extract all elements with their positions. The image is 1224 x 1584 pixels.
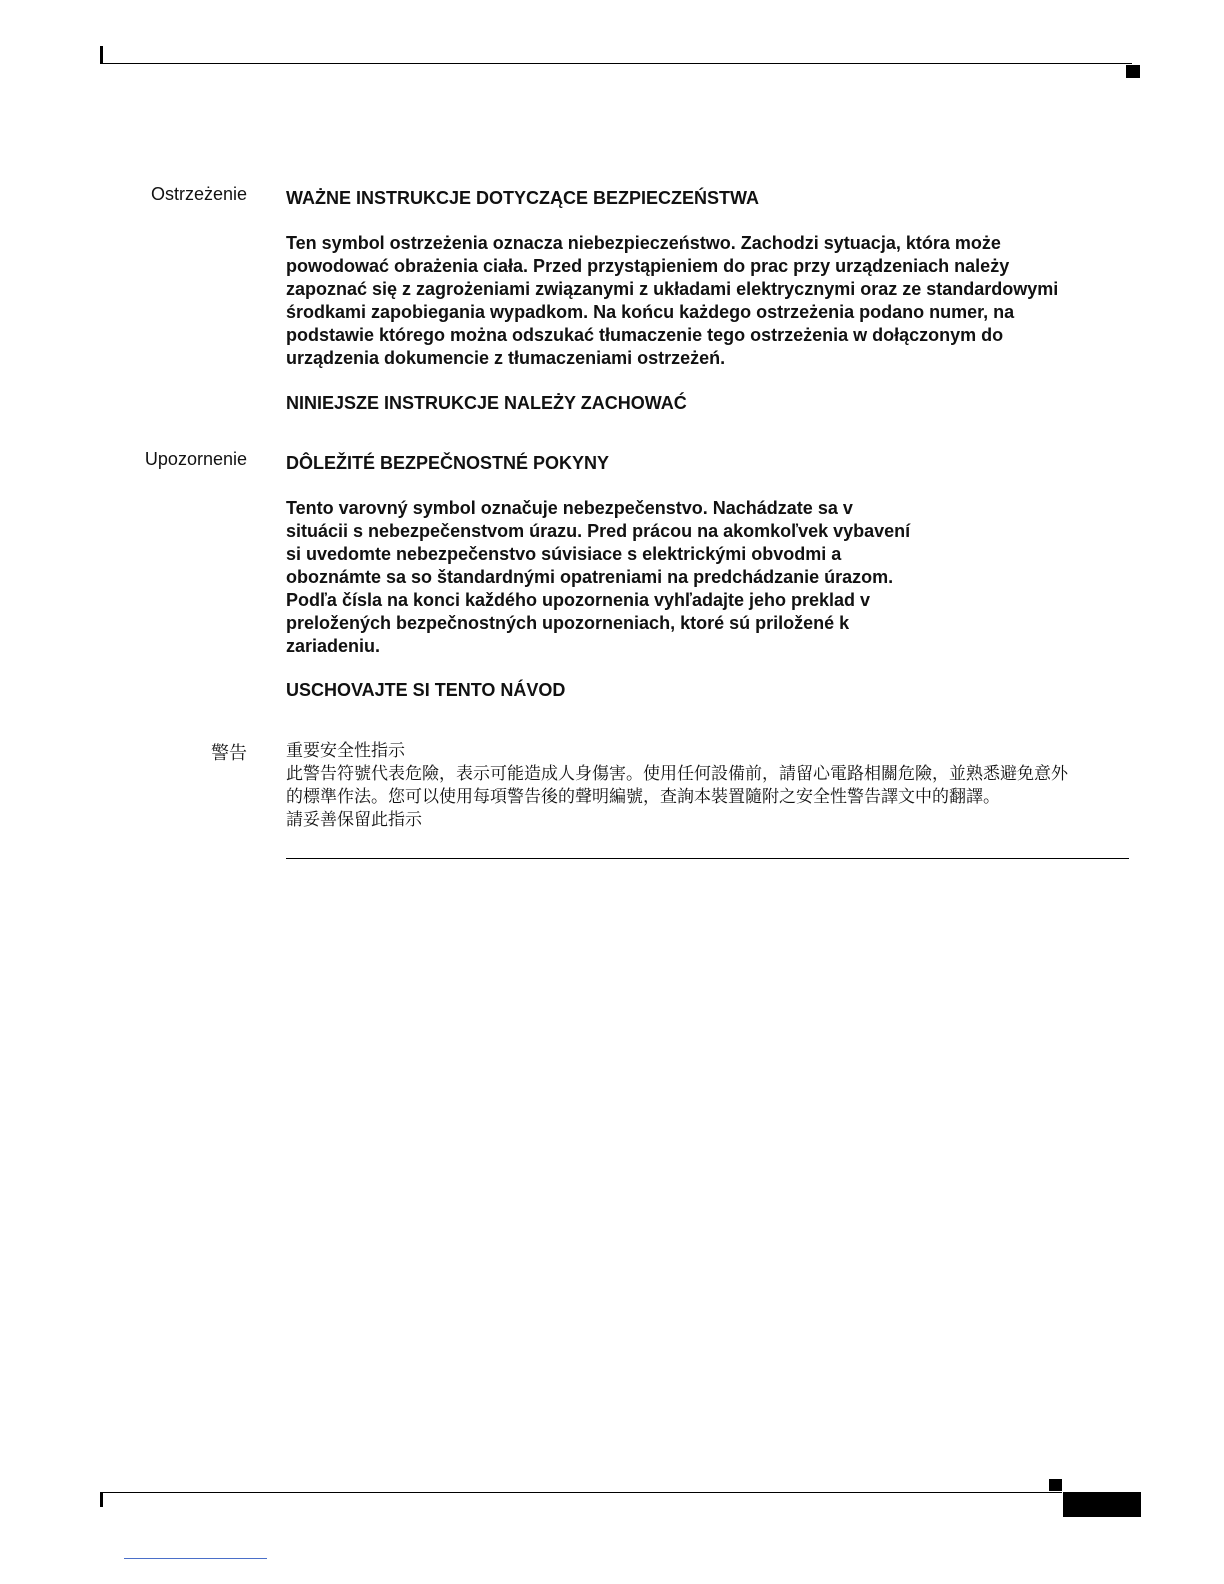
warning-heading-slovak: DÔLEŽITÉ BEZPEČNOSTNÉ POKYNY [286,453,610,473]
footer-tick [100,1493,103,1507]
warning-heading-polish: WAŻNE INSTRUKCJE DOTYCZĄCE BEZPIECZEŃSTWA [286,188,760,208]
footer-rule [100,1492,1062,1493]
warning-label-chinese: 警告 [211,743,247,763]
footer-page-block [1063,1492,1141,1517]
warning-body-slovak: Tento varovný symbol označuje nebezpečenstvo. Nachádzate sa v situácii s nebezpečenstvom úrazu. Pred prácou na akomkoľvek vybavení si uvedomte nebezpečenstvo súvisiace s elektrickými obvodmi a oboznámte sa so štandardnými opatreniami na predchádzanie úrazom. Podľa čísla na konci každého upozornenia vyhľadajte jeho preklad v preložených bezpečnostných upozorneniach, ktoré sú priložené k zariadeniu. [286,498,911,656]
section-end-rule [286,858,1129,859]
footer-link-underline[interactable] [124,1558,267,1559]
warning-label-polish: Ostrzeżenie [150,184,247,204]
warning-save-polish: NINIEJSZE INSTRUKCJE NALEŻY ZACHOWAĆ [286,393,687,413]
warning-save-slovak: USCHOVAJTE SI TENTO NÁVOD [286,680,566,700]
warning-label-slovak: Upozornenie [144,449,247,469]
header-tick [100,46,103,64]
header-rule [100,63,1132,64]
header-marker [1126,65,1140,78]
footer-marker [1049,1479,1062,1491]
warning-body-polish: Ten symbol ostrzeżenia oznacza niebezpieczeństwo. Zachodzi sytuacja, która może powodować obrażenia ciała. Przed przystąpieniem do prac przy urządzeniach należy zapoznać się z zagrożeniami związanymi z układami elektrycznymi oraz ze standardowymi środkami zapobiegania wypadkom. Na końcu każdego ostrzeżenia podano numer, na podstawie którego można odszukać tłumaczenie tego ostrzeżenia w dołączonym do urządzenia dokumencie z tłumaczeniami ostrzeżeń. [286,233,1059,368]
warning-body-chinese: 重要安全性指示 此警告符號代表危險，表示可能造成人身傷害。使用任何設備前，請留心電路相關危險，並熟悉避免意外 的標準作法。您可以使用每項警告後的聲明編號，查詢本裝置隨附之安全性警告譯文中的翻譯。 請妥善保留此指示 [286,741,1068,829]
